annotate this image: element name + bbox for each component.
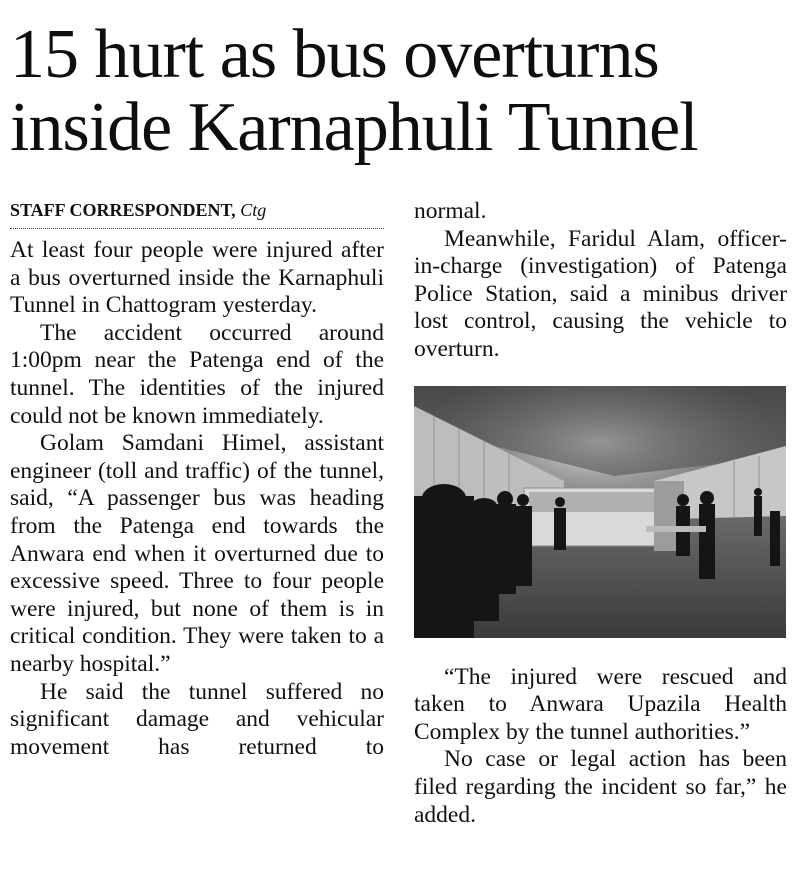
paragraph-5: Meanwhile, Faridul Alam, officer-in-charge (investigation) of Patenga Police Station, said a minibus driver lost control, causing the vehicle to overturn. bbox=[414, 225, 787, 362]
paragraph-7: No case or legal action has been filed regarding the incident so far,” he added. bbox=[414, 746, 787, 828]
news-photo-tunnel-accident bbox=[414, 386, 786, 638]
paragraph-2: The accident occurred around 1:00pm near the Patenga end of the tunnel. The identities of the injured could not be known immediately. bbox=[10, 319, 384, 429]
headline-line-2: inside Karnaphuli Tunnel bbox=[10, 89, 698, 166]
byline-dateline: Ctg bbox=[240, 200, 267, 220]
paragraph-4-continued: normal. bbox=[414, 198, 487, 224]
article-column-left bbox=[10, 196, 384, 761]
article-column-right bbox=[414, 198, 787, 829]
tunnel-photo-image bbox=[414, 386, 786, 638]
byline bbox=[10, 196, 384, 222]
paragraph-3: Golam Samdani Himel, assistant engineer (toll and traffic) of the tunnel, said, “A passenger bus was heading from the Patenga end towards the Anwara end when it overturned due to excessive speed. Three to four people were injured, but none of them is in critical condition. They were taken to a nearby hospital.” bbox=[10, 430, 384, 677]
byline-author: STAFF CORRESPONDENT, bbox=[10, 200, 236, 220]
paragraph-4: He said the tunnel suffered no significant damage and vehicular movement has returned to bbox=[10, 678, 384, 760]
byline-divider bbox=[10, 228, 384, 229]
headline-line-1: 15 hurt as bus overturns bbox=[10, 16, 659, 93]
paragraph-6: “The injured were rescued and taken to Anwara Upazila Health Complex by the tunnel authorities.” bbox=[414, 663, 787, 745]
headline bbox=[10, 18, 790, 164]
paragraph-1: At least four people were injured after a bus overturned inside the Karnaphuli Tunnel in Chattogram yesterday. bbox=[10, 237, 384, 319]
